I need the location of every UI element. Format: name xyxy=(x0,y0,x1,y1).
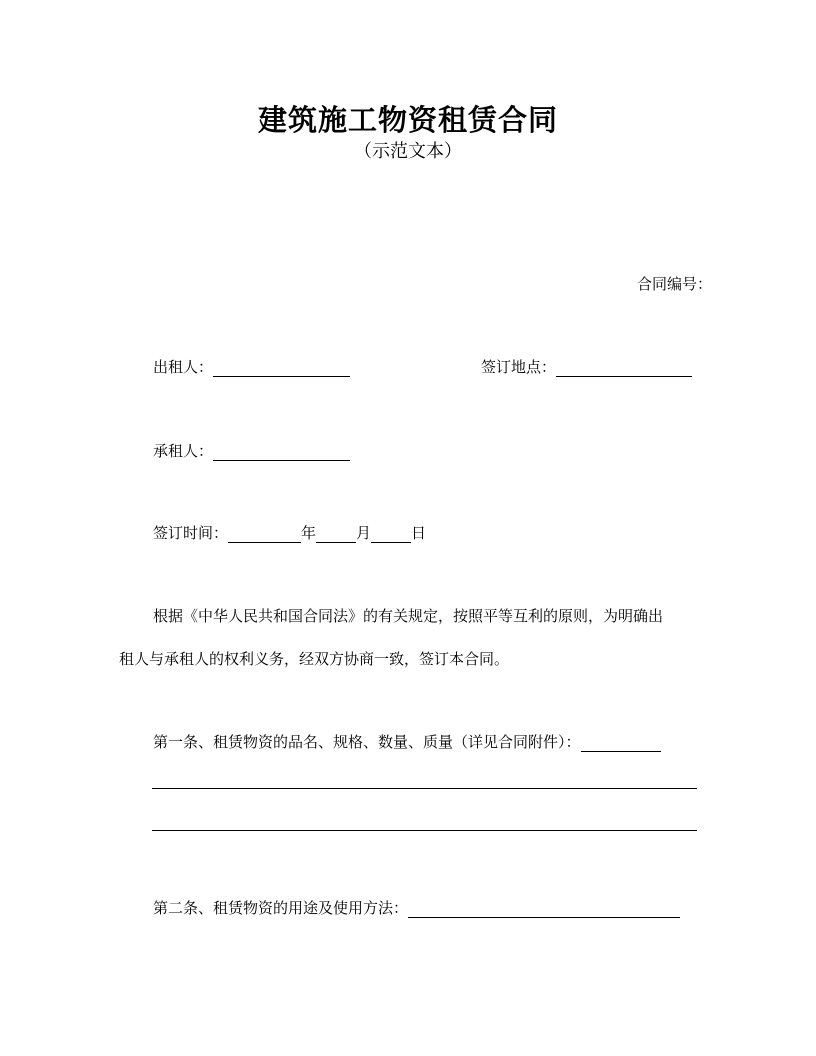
article-1-fill-line-2[interactable] xyxy=(152,830,697,831)
article-2-blank[interactable] xyxy=(408,901,680,918)
contract-number-label: 合同编号： xyxy=(636,275,712,293)
lessee-blank[interactable] xyxy=(213,444,350,461)
signing-place-label: 签订地点： xyxy=(481,358,557,376)
lessor-label: 出租人： xyxy=(153,358,214,376)
day-label: 日 xyxy=(411,524,427,542)
article-1 xyxy=(153,732,661,752)
preamble-line-2: 租人与承租人的权利义务，经双方协商一致，签订本合同。 xyxy=(119,650,510,668)
preamble-line-1: 根据《中华人民共和国合同法》的有关规定，按照平等互利的原则，为明确出 xyxy=(153,607,664,625)
lessor-blank[interactable] xyxy=(213,360,350,377)
signing-time-field xyxy=(153,523,426,543)
document-subtitle: （示范文本） xyxy=(354,141,462,162)
month-label: 月 xyxy=(356,524,372,542)
lessee-field xyxy=(153,441,350,461)
lessee-label: 承租人： xyxy=(153,442,214,460)
signing-place-field xyxy=(481,357,692,377)
article-1-blank[interactable] xyxy=(581,735,661,752)
article-2 xyxy=(153,898,680,918)
lessor-field xyxy=(153,357,350,377)
article-1-fill-line-1[interactable] xyxy=(152,788,697,789)
day-blank[interactable] xyxy=(371,526,411,543)
year-label: 年 xyxy=(301,524,317,542)
signing-time-label: 签订时间： xyxy=(153,524,229,542)
signing-place-blank[interactable] xyxy=(556,360,692,377)
article-1-text: 第一条、租赁物资的品名、规格、数量、质量（详见合同附件）： xyxy=(153,733,581,751)
month-blank[interactable] xyxy=(316,526,356,543)
year-blank[interactable] xyxy=(228,526,301,543)
document-title: 建筑施工物资租赁合同 xyxy=(257,103,558,137)
article-2-text: 第二条、租赁物资的用途及使用方法： xyxy=(153,899,409,917)
